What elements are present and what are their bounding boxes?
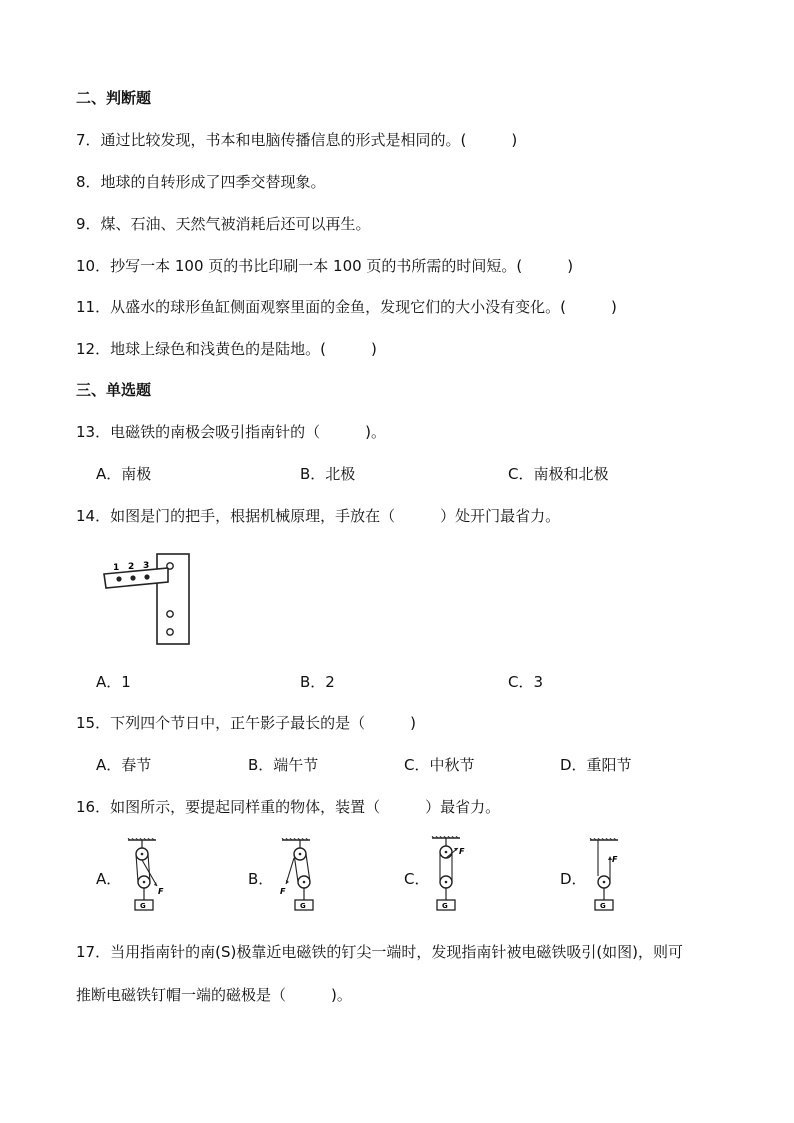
- q15-option-b: B．端午节: [248, 756, 319, 774]
- question-12: 12．地球上绿色和浅黄色的是陆地。( ): [76, 340, 377, 358]
- q16-option-c: C．: [404, 870, 430, 888]
- section-heading-single-choice: 三、单选题: [76, 381, 152, 399]
- q14-option-c: C．3: [508, 673, 544, 691]
- force-label-a: F: [158, 887, 164, 896]
- pulley-figure-d: [584, 838, 628, 914]
- force-label-b: F: [280, 887, 286, 896]
- question-10: 10．抄写一本 100 页的书比印刷一本 100 页的书所需的时间短。( ): [76, 257, 574, 275]
- question-14: 14．如图是门的把手，根据机械原理，手放在（ ）处开门最省力。: [76, 507, 561, 525]
- question-13: 13．电磁铁的南极会吸引指南针的（ )。: [76, 423, 386, 441]
- q13-option-b: B．北极: [300, 465, 356, 483]
- question-7: 7．通过比较发现，书本和电脑传播信息的形式是相同的。( ): [76, 131, 518, 149]
- pulley-figure-b: [276, 838, 320, 914]
- handle-point-label-3: 3: [143, 561, 150, 571]
- weight-label-b: G: [300, 902, 306, 910]
- question-9: 9．煤、石油、天然气被消耗后还可以再生。: [76, 215, 371, 233]
- q15-option-c: C．中秋节: [404, 756, 475, 774]
- q16-option-b: B．: [248, 870, 274, 888]
- question-15: 15．下列四个节日中，正午影子最长的是（ ): [76, 714, 416, 732]
- weight-label-a: G: [140, 902, 146, 910]
- handle-point-label-1: 1: [113, 563, 120, 573]
- q16-option-a: A．: [96, 870, 122, 888]
- pulley-figure-c: [428, 836, 472, 916]
- weight-label-d: G: [600, 902, 606, 910]
- handle-point-label-2: 2: [128, 562, 135, 572]
- question-8: 8．地球的自转形成了四季交替现象。: [76, 173, 326, 191]
- door-handle-figure: [102, 552, 202, 647]
- q14-option-b: B．2: [300, 673, 335, 691]
- q16-option-d: D．: [560, 870, 587, 888]
- question-17-line-2: 推断电磁铁钉帽一端的磁极是（ )。: [76, 986, 352, 1004]
- q13-option-c: C．南极和北极: [508, 465, 609, 483]
- q13-option-a: A．南极: [96, 465, 152, 483]
- weight-label-c: G: [442, 902, 448, 910]
- question-17-line-1: 17．当用指南针的南(S)极靠近电磁铁的钉尖一端时，发现指南针被电磁铁吸引(如图)，则可: [76, 943, 684, 961]
- question-11: 11．从盛水的球形鱼缸侧面观察里面的金鱼，发现它们的大小没有变化。( ): [76, 298, 617, 316]
- section-heading-judgement: 二、判断题: [76, 89, 152, 107]
- q15-option-d: D．重阳节: [560, 756, 632, 774]
- q15-option-a: A．春节: [96, 756, 152, 774]
- force-label-c: F: [459, 847, 465, 856]
- question-16: 16．如图所示，要提起同样重的物体，装置（ ）最省力。: [76, 798, 501, 816]
- force-label-d: F: [612, 855, 618, 864]
- q14-option-a: A．1: [96, 673, 131, 691]
- pulley-figure-a: [124, 838, 168, 914]
